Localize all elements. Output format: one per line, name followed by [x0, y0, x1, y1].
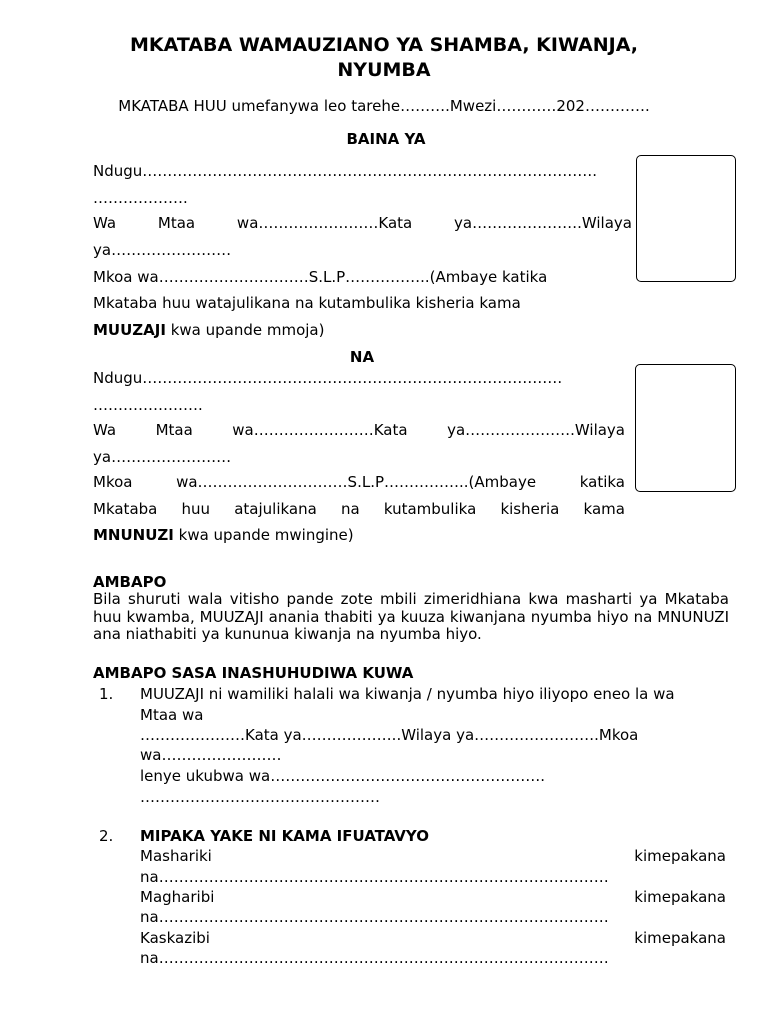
ambapo-heading: AMBAPO [93, 573, 167, 591]
na-heading: NA [349, 348, 375, 366]
buyer-mtaa-word: Wa [93, 421, 117, 439]
seller-photo-box [636, 155, 736, 282]
item1-line5: lenye ukubwa wa………………………………………………. [140, 767, 545, 785]
intro-line: MKATABA HUU umefanywa leo tarehe……….Mwezi…………202…………. [118, 97, 650, 115]
buyer-mkataba-word: na [340, 500, 360, 518]
item1-line1: MUUZAJI ni wamiliki halali wa kiwanja / nyumba hiyo iliyopo eneo la wa [140, 685, 675, 703]
boundary-row-east [140, 847, 726, 865]
buyer-mkataba-word: kutambulika [383, 500, 477, 518]
boundary-dots-east: na……………………………………………………………………………… [140, 868, 609, 886]
boundary-dots-west: na……………………………………………………………………………… [140, 908, 609, 926]
buyer-mkataba-word: atajulikana [234, 500, 317, 518]
buyer-ndugu-dots: …………………. [93, 396, 203, 414]
boundary-direction: Kaskazibi [140, 929, 210, 947]
boundary-direction: Mashariki [140, 847, 212, 865]
buyer-ya-line: ya…………………… [93, 448, 232, 466]
buyer-mkataba-word: huu [181, 500, 211, 518]
item1-line6: ………………………………………… [140, 788, 380, 806]
seller-mkataba-line: Mkataba huu watajulikana na kutambulika kisheria kama [93, 294, 521, 312]
buyer-mkoa-line [93, 473, 625, 491]
document-title-line2: NYUMBA [337, 59, 431, 81]
boundary-row-west [140, 888, 726, 906]
buyer-role-text: kwa upande mwingine) [173, 526, 354, 544]
buyer-mkataba-line [93, 500, 625, 518]
buyer-mkataba-word: kama [583, 500, 625, 518]
buyer-mtaa-word: Mtaa [155, 421, 193, 439]
baina-ya-heading: BAINA YA [346, 130, 426, 148]
buyer-mtaa-word: wa……………………Kata [232, 421, 408, 439]
buyer-photo-box [635, 364, 736, 492]
buyer-mkoa-word: katika [579, 473, 625, 491]
buyer-role-line [93, 526, 354, 544]
item1-line4: wa…………………… [140, 746, 282, 764]
buyer-mkataba-word: kisheria [500, 500, 560, 518]
buyer-ndugu-line: Ndugu………………………………………………………………………… [93, 369, 563, 387]
buyer-mtaa-word: ya………………….Wilaya [447, 421, 625, 439]
buyer-mkoa-word: Mkoa [93, 473, 133, 491]
item2-number: 2. [99, 827, 114, 845]
seller-mtaa-line [93, 214, 632, 232]
item1-line3: …………………Kata ya………………..Wilaya ya…………………….Mkoa [140, 726, 639, 744]
seller-role-line [93, 321, 324, 339]
seller-mtaa-word: Mtaa [157, 214, 196, 232]
seller-mtaa-word: wa……………………Kata [236, 214, 413, 232]
seller-role-label: MUUZAJI [93, 321, 166, 339]
item2-heading: MIPAKA YAKE NI KAMA IFUATAVYO [140, 827, 429, 845]
boundary-row-north [140, 929, 726, 947]
seller-mtaa-word: ya………………….Wilaya [454, 214, 632, 232]
seller-role-text: kwa upande mmoja) [165, 321, 325, 339]
seller-mtaa-word: Wa [93, 214, 117, 232]
item1-line2: Mtaa wa [140, 706, 204, 724]
boundary-direction: Magharibi [140, 888, 215, 906]
buyer-mtaa-line [93, 421, 625, 439]
buyer-mkataba-word: Mkataba [93, 500, 158, 518]
seller-ya-line: ya…………………… [93, 241, 232, 259]
buyer-role-label: MNUNUZI [93, 526, 174, 544]
boundary-verb: kimepakana [634, 847, 726, 865]
boundary-verb: kimepakana [634, 929, 726, 947]
boundary-dots-north: na……………………………………………………………………………… [140, 949, 609, 967]
buyer-mkoa-word: wa…………………………S.L.P……………..(Ambaye [176, 473, 537, 491]
boundary-verb: kimepakana [634, 888, 726, 906]
seller-ndugu-dots: ………………. [93, 189, 188, 207]
seller-ndugu-line: Ndugu………………………………………………………………………………. [93, 162, 598, 180]
ambapo-paragraph: Bila shuruti wala vitisho pande zote mbili zimeridhiana kwa masharti ya Mkataba huu kwamba, MUUZAJI anania thabiti ya kuuza kiwanjana nyumba hiyo na MNUNUZI ana niathabiti ya kununua kiwanja na nyumba hiyo. [93, 590, 729, 643]
shuhudiwa-heading: AMBAPO SASA INASHUHUDIWA KUWA [93, 664, 414, 682]
item1-number: 1. [99, 685, 114, 703]
document-title-line1: MKATABA WAMAUZIANO YA SHAMBA, KIWANJA, [129, 34, 638, 56]
seller-mkoa-line: Mkoa wa…………………………S.L.P……………..(Ambaye katika [93, 268, 548, 286]
